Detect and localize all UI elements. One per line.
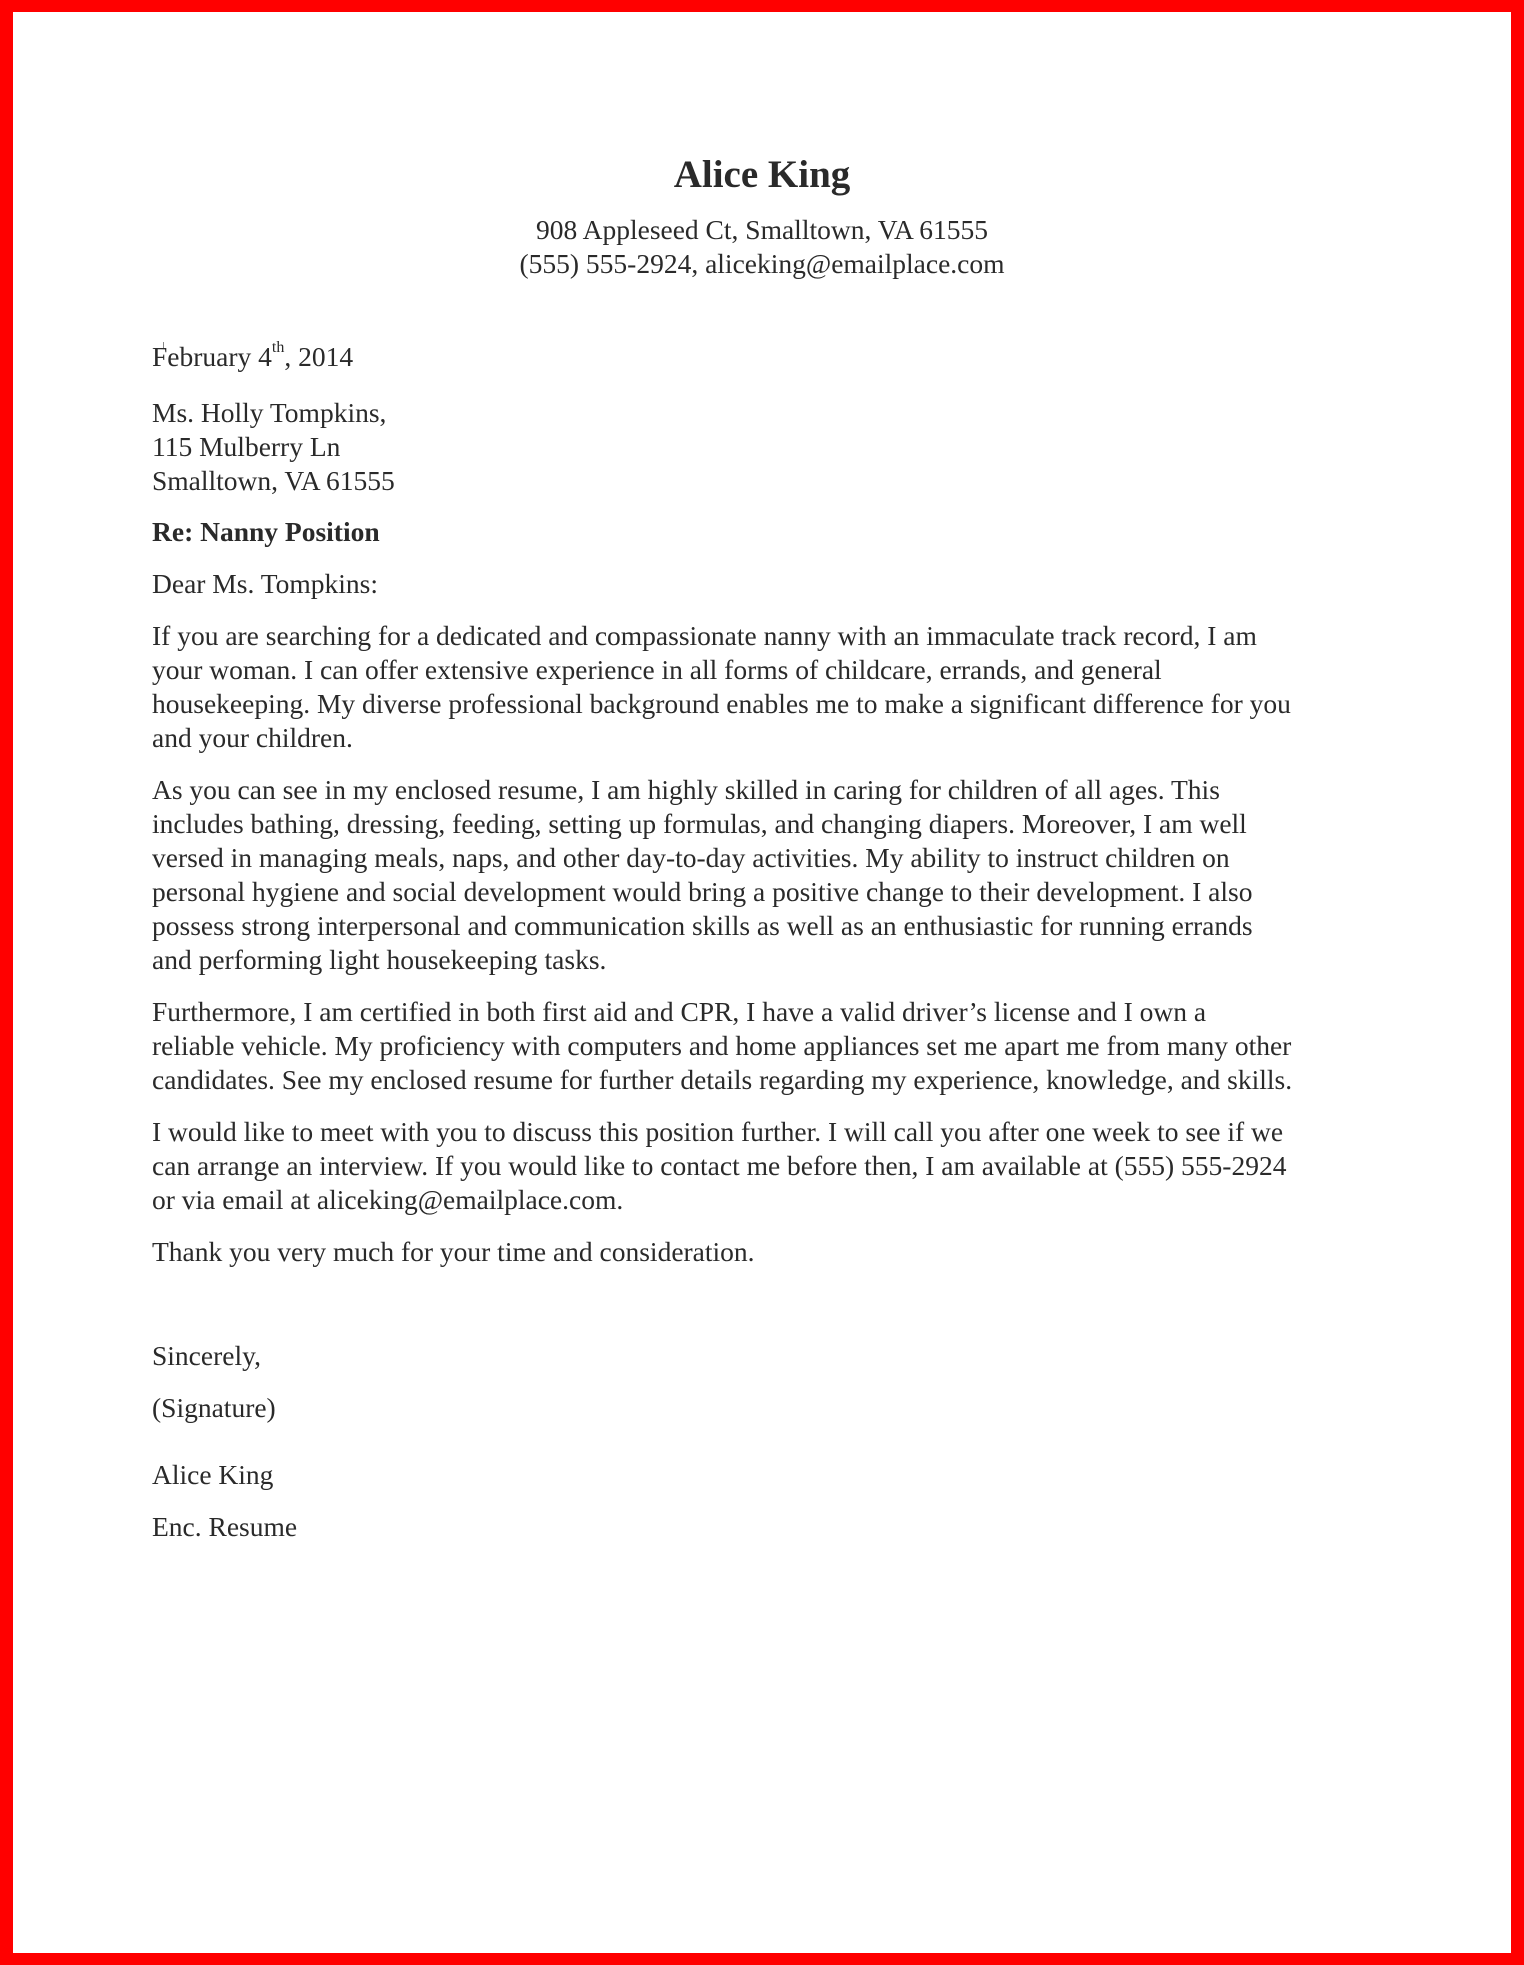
sender-address: 908 Appleseed Ct, Smalltown, VA 61555 [536, 214, 988, 245]
date-month-day: February 4 [152, 341, 272, 372]
paragraph-interview [152, 1115, 1392, 1217]
paragraph-line: housekeeping. My diverse professional background enables me to make a significant difference for you [152, 688, 1291, 719]
paragraph-intro [152, 619, 1392, 755]
paragraph-line: can arrange an interview. If you would like to contact me before then, I am available at (555) 555-2924 [152, 1150, 1287, 1181]
paragraph-line: reliable vehicle. My proficiency with computers and home appliances set me apart me from many other [152, 1030, 1292, 1061]
recipient-city: Smalltown, VA 61555 [152, 465, 395, 496]
paragraph-line: Thank you very much for your time and consideration. [152, 1236, 755, 1267]
paragraph-line: If you are searching for a dedicated and compassionate nanny with an immaculate track record, I am [152, 620, 1257, 651]
paragraph-line: and performing light housekeeping tasks. [152, 944, 607, 975]
paragraph-line: As you can see in my enclosed resume, I am highly skilled in caring for children of all ages. This [152, 774, 1220, 805]
paragraph-line: possess strong interpersonal and communication skills as well as an enthusiastic for running errands [152, 910, 1253, 941]
paragraph-line: your woman. I can offer extensive experience in all forms of childcare, errands, and general [152, 654, 1162, 685]
recipient-street: 115 Mulberry Ln [152, 431, 341, 462]
paragraph-line: Furthermore, I am certified in both first aid and CPR, I have a valid driver’s license and I own a [152, 996, 1207, 1027]
letter-header [13, 153, 1511, 281]
salutation: Dear Ms. Tompkins: [152, 568, 378, 599]
paragraph-line: or via email at aliceking@emailplace.com. [152, 1184, 624, 1215]
sender-contact: (555) 555-2924, aliceking@emailplace.com [519, 248, 1005, 279]
paragraph-line: personal hygiene and social development would bring a positive change to their development. I also [152, 876, 1253, 907]
sender-name: Alice King [673, 153, 851, 196]
paragraph-line: candidates. See my enclosed resume for further details regarding my experience, knowledge, and skills. [152, 1064, 1293, 1095]
closing: Sincerely, [152, 1340, 261, 1371]
paragraph-line: I would like to meet with you to discuss this position further. I will call you after one week to see if we [152, 1116, 1284, 1147]
date-year: , 2014 [284, 341, 354, 372]
paragraph-line: versed in managing meals, naps, and other day-to-day activities. My ability to instruct children on [152, 842, 1230, 873]
paragraph-skills [152, 773, 1392, 977]
paragraph-line: and your children. [152, 722, 353, 753]
signature-placeholder: (Signature) [152, 1392, 276, 1423]
recipient-name: Ms. Holly Tompkins, [152, 397, 387, 428]
paragraph-line: includes bathing, dressing, feeding, setting up formulas, and changing diapers. Moreover, I am well [152, 808, 1247, 839]
signer-name: Alice King [152, 1459, 274, 1490]
letter-date [152, 340, 1392, 374]
subject-line: Re: Nanny Position [152, 516, 380, 547]
enclosure-note: Enc. Resume [152, 1511, 298, 1542]
recipient-block [152, 396, 1392, 498]
paragraph-certifications [152, 995, 1392, 1097]
date-ordinal: th [271, 339, 285, 356]
paragraph-thanks [152, 1235, 1392, 1269]
